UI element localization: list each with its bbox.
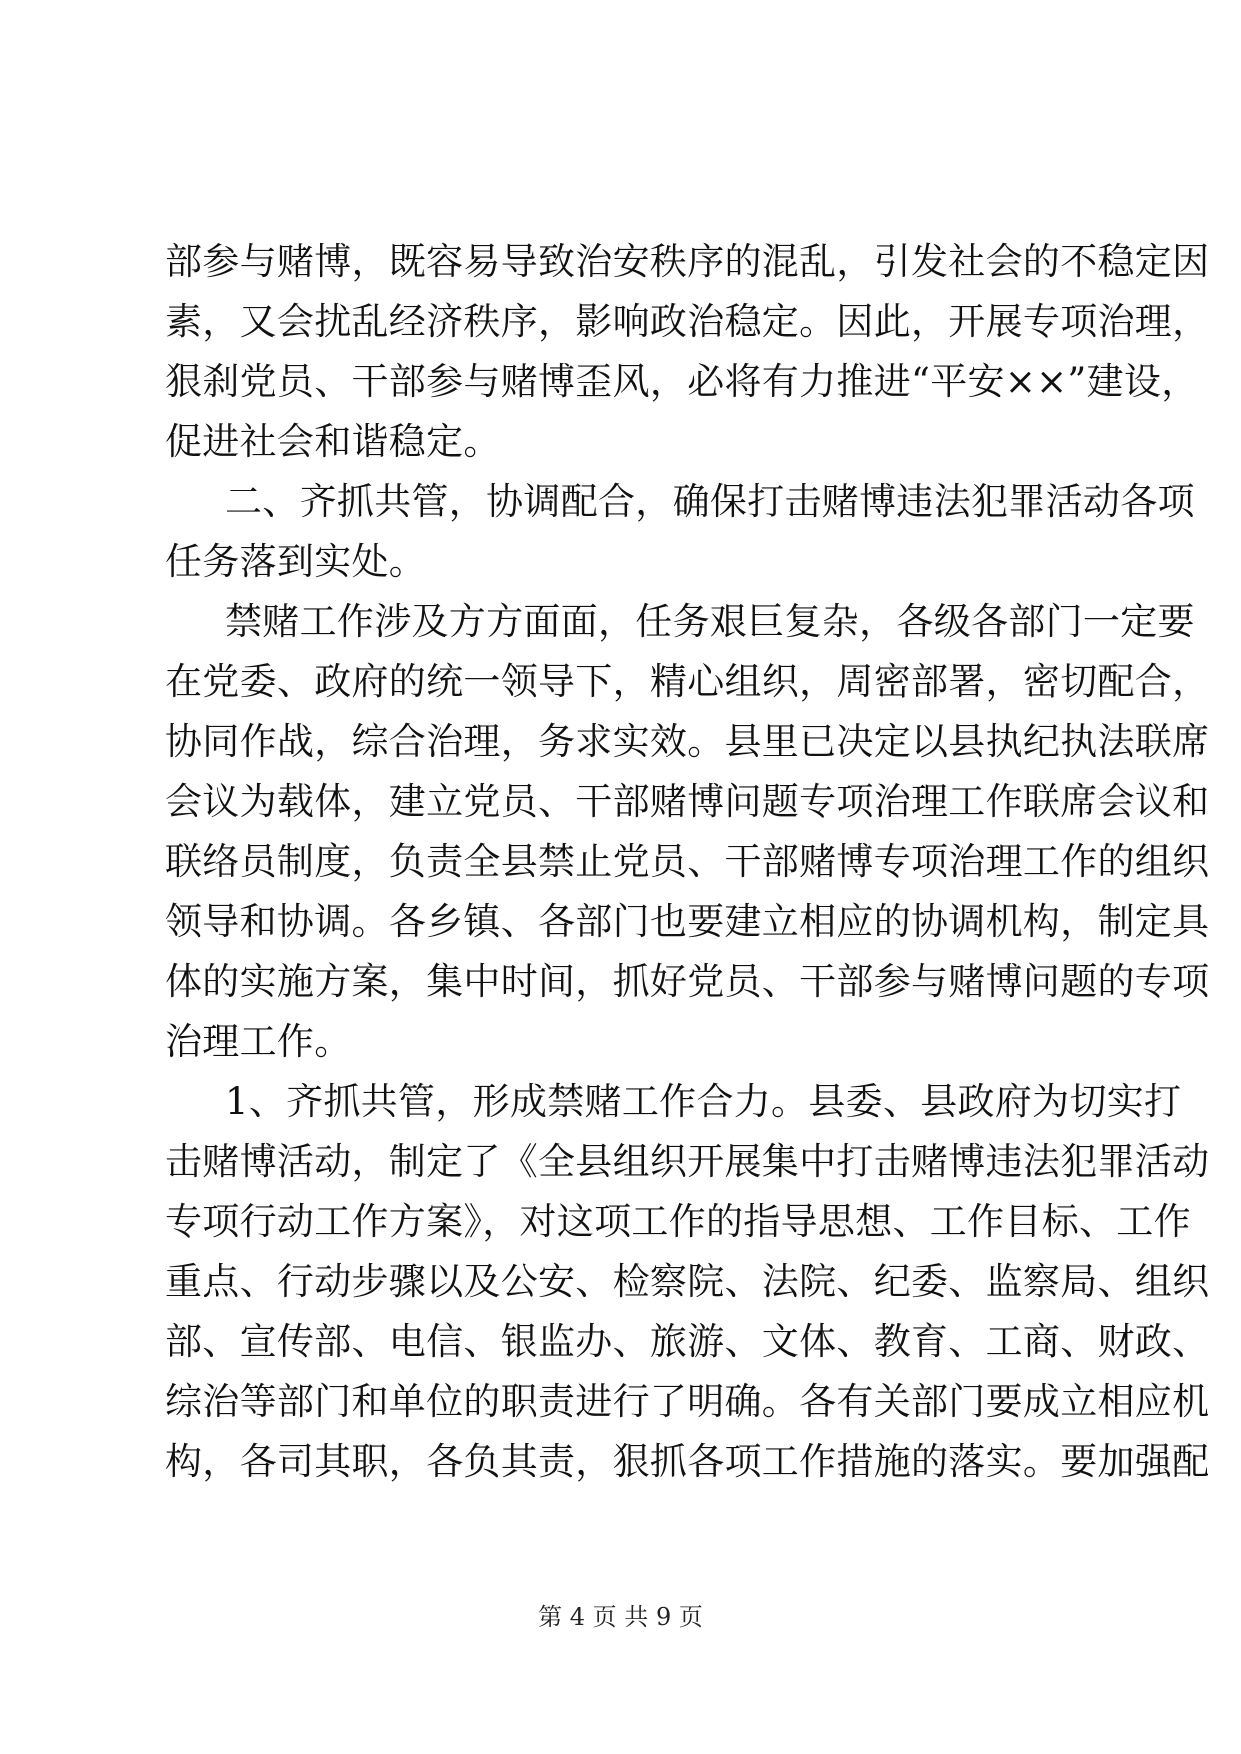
document-body <box>165 232 1210 1492</box>
text-line: 狠刹党员、干部参与赌博歪风，必将有力推进“平安××”建设， <box>165 360 1199 403</box>
text-line: 协同作战，综合治理，务求实效。县里已决定以县执纪执法联席 <box>165 720 1210 763</box>
text-line: 体的实施方案，集中时间，抓好党员、干部参与赌博问题的专项 <box>165 960 1210 1003</box>
page-number: 第 4 页 共 9 页 <box>538 1603 703 1631</box>
text-line: 治理工作。 <box>165 1020 352 1063</box>
text-line: 在党委、政府的统一领导下，精心组织，周密部署，密切配合， <box>165 660 1210 703</box>
text-line: 促进社会和谐稳定。 <box>165 420 501 463</box>
text-line: 部参与赌博，既容易导致治安秩序的混乱，引发社会的不稳定因 <box>165 240 1210 283</box>
paragraph <box>165 592 1210 1072</box>
text-line: 部、宣传部、电信、银监办、旅游、文体、教育、工商、财政、 <box>165 1320 1210 1363</box>
text-line: 素，又会扰乱经济秩序，影响政治稳定。因此，开展专项治理， <box>165 300 1210 343</box>
text-line: 重点、行动步骤以及公安、检察院、法院、纪委、监察局、组织 <box>165 1260 1210 1303</box>
text-line: 二、齐抓共管，协调配合，确保打击赌博违法犯罪活动各项 <box>225 480 1195 523</box>
text-line: 综治等部门和单位的职责进行了明确。各有关部门要成立相应机 <box>165 1380 1210 1423</box>
paragraph <box>165 1072 1210 1492</box>
text-line: 构，各司其职，各负其责，狠抓各项工作措施的落实。要加强配 <box>165 1440 1210 1483</box>
text-line: 专项行动工作方案》，对这项工作的指导思想、工作目标、工作 <box>165 1200 1191 1243</box>
text-line: 会议为载体，建立党员、干部赌博问题专项治理工作联席会议和 <box>165 780 1210 823</box>
text-line: 禁赌工作涉及方方面面，任务艰巨复杂，各级各部门一定要 <box>225 600 1195 643</box>
text-line: 1、齐抓共管，形成禁赌工作合力。县委、县政府为切实打 <box>225 1080 1182 1123</box>
text-line: 联络员制度，负责全县禁止党员、干部赌博专项治理工作的组织 <box>165 840 1210 883</box>
text-line: 击赌博活动，制定了《全县组织开展集中打击赌博违法犯罪活动 <box>165 1140 1210 1183</box>
text-line: 任务落到实处。 <box>165 540 427 583</box>
text-line: 领导和协调。各乡镇、各部门也要建立相应的协调机构，制定具 <box>165 900 1210 943</box>
paragraph <box>165 232 1210 472</box>
section-heading <box>165 472 1195 592</box>
